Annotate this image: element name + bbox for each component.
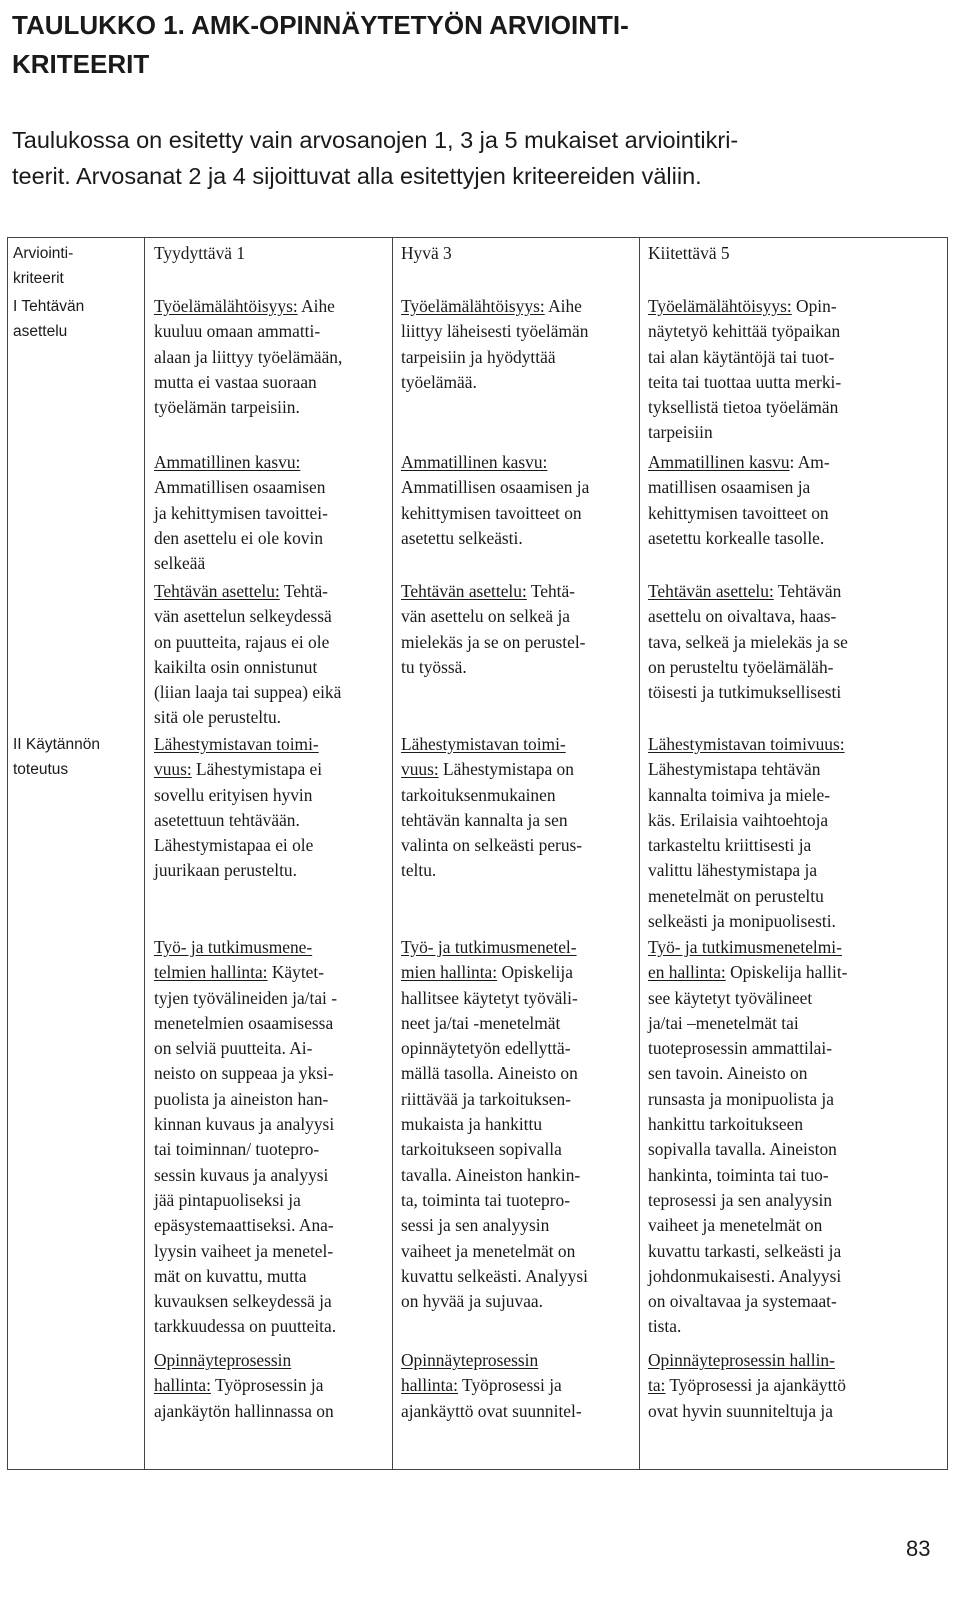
col-header-grade-3: Hyvä 3 <box>401 243 452 263</box>
criterion-thesis-process-grade-1: Opinnäyteprosessin hallinta: Työprosessin ja ajankäytön hallinnassa on <box>154 1350 334 1421</box>
row-header-task-setting: I Tehtävän asettelu <box>13 298 85 341</box>
criterion-task-setting-grade-5: Tehtävän asettelu: Tehtävän asettelu on oivaltava, haas- tava, selkeä ja mielekäs ja se on perusteltu työelämäläh- töisesti ja tutkimuksellisesti <box>648 581 848 703</box>
title-line-2: KRITEERIT <box>12 49 150 79</box>
corner-header: Arviointi- kriteerit <box>13 245 74 288</box>
criterion-professional-growth-grade-3: Ammatillinen kasvu: Ammatillisen osaamisen ja kehittymisen tavoitteet on asetettu selkeästi. <box>401 452 590 548</box>
criterion-thesis-process-grade-5: Opinnäyteprosessin hallin- ta: Työprosessi ja ajankäyttö ovat hyvin suunniteltuja ja <box>648 1350 846 1421</box>
criterion-professional-growth-grade-1: Ammatillinen kasvu: Ammatillisen osaamisen ja kehittymisen tavoittei- den asettelu ei ole kovin selkeää <box>154 452 328 574</box>
criterion-work-life-relevance-grade-5: Työelämälähtöisyys: Opin- näytetyö kehittää työpaikan tai alan käytäntöjä tai tuot- teita tai tuottaa uutta merki- tyksellistä tietoa työelämän tarpeisiin <box>648 296 842 443</box>
criterion-approach-grade-3: Lähestymistavan toimi- vuus: Lähestymistapa on tarkoituksenmukainen tehtävän kannalta ja sen valinta on selkeästi perus- teltu. <box>401 734 583 881</box>
criterion-thesis-process-grade-3: Opinnäyteprosessin hallinta: Työprosessi ja ajankäyttö ovat suunnitel- <box>401 1350 582 1421</box>
criterion-approach-grade-5: Lähestymistavan toimivuus: Lähestymistapa tehtävän kannalta toimiva ja miele- käs. Erilaisia vaihtoehtoja tarkasteltu kriittisesti ja valittu lähestymistapa ja menetelmät on perusteltu selkeästi ja monipuolisesti. <box>648 734 845 932</box>
criterion-approach-grade-1: Lähestymistavan toimi- vuus: Lähestymistapa ei sovellu erityisen hyvin asetettuun tehtävään. Lähestymistapaa ei ole juurikaan perusteltu. <box>154 734 323 881</box>
intro-line-1: Taulukossa on esitetty vain arvosanojen 1, 3 ja 5 mukaiset arviointikri- <box>12 127 739 153</box>
column-divider <box>392 237 393 1470</box>
column-divider <box>144 237 145 1470</box>
intro-line-2: teerit. Arvosanat 2 ja 4 sijoittuvat alla esitettyjen kriteereiden väliin. <box>12 163 702 189</box>
criterion-work-life-relevance-grade-1: Työelämälähtöisyys: Aihe kuuluu omaan ammatti- alaan ja liittyy työelämään, mutta ei vastaa suoraan työelämän tarpeisiin. <box>154 296 343 418</box>
criterion-professional-growth-grade-5: Ammatillinen kasvu: Am- matillisen osaamisen ja kehittymisen tavoitteet on asetettu korkealle tasolle. <box>648 452 830 548</box>
column-divider <box>639 237 640 1470</box>
page-number: 83 <box>906 1536 931 1561</box>
col-header-grade-5: Kiitettävä 5 <box>648 243 730 263</box>
criterion-task-setting-grade-1: Tehtävän asettelu: Tehtä- vän asettelun selkeydessä on puutteita, rajaus ei ole kaikilta osin onnistunut (liian laaja tai suppea) eikä sitä ole perusteltu. <box>154 581 342 728</box>
criterion-work-life-relevance-grade-3: Työelämälähtöisyys: Aihe liittyy läheisesti työelämän tarpeisiin ja hyödyttää työelämää. <box>401 296 589 392</box>
col-header-grade-1: Tyydyttävä 1 <box>154 243 246 263</box>
row-header-practical-implementation: II Käytännön toteutus <box>13 736 101 779</box>
criterion-task-setting-grade-3: Tehtävän asettelu: Tehtä- vän asettelu on selkeä ja mielekäs ja se on perustel- tu työssä. <box>401 581 586 677</box>
title-line-1: TAULUKKO 1. AMK-OPINNÄYTETYÖN ARVIOINTI- <box>12 10 629 40</box>
intro-paragraph <box>12 122 932 194</box>
criterion-methods-grade-1: Työ- ja tutkimusmene- telmien hallinta: Käytet- tyjen työvälineiden ja/tai - menetelmien osaamisessa on selviä puutteita. Ai- neisto on suppeaa ja yksi- puolista ja aineiston han- kinnan kuvaus ja analyysi tai toiminnan/ tuotepro- sessin kuvaus ja analyysi jää pintapuoliseksi ja epäsystemaattiseksi. Ana- lyysin vaiheet ja menetel- mät on kuvattu, mutta kuvauksen selkeydessä ja tarkkuudessa on puutteita. <box>154 937 338 1337</box>
criterion-methods-grade-5: Työ- ja tutkimusmenetelmi- en hallinta: Opiskelija hallit- see käytetyt työvälineet ja/tai –menetelmät tai tuoteprosessin ammattilai- sen tavoin. Aineisto on runsasta ja monipuolista ja hankittu tarkoitukseen sopivalla tavalla. Aineiston hankinta, toiminta tai tuo- teprosessi ja sen analyysin vaiheet ja menetelmät on kuvattu tarkasti, selkeästi ja johdonmukaisesti. Analyysi on oivaltavaa ja systemaat- tista. <box>648 937 848 1337</box>
criterion-methods-grade-3: Työ- ja tutkimusmenetel- mien hallinta: Opiskelija hallitsee käytetyt työväli- neet ja/tai -menetelmät opinnäytetyön edellyttä- mällä tasolla. Aineisto on riittävää ja tarkoituksen- mukaista ja hankittu tarkoitukseen sopivalla tavalla. Aineiston hankin- ta, toiminta tai tuotepro- sessi ja sen analyysin vaiheet ja menetelmät on kuvattu selkeästi. Analyysi on hyvää ja sujuvaa. <box>401 937 588 1312</box>
page-title <box>12 6 912 84</box>
